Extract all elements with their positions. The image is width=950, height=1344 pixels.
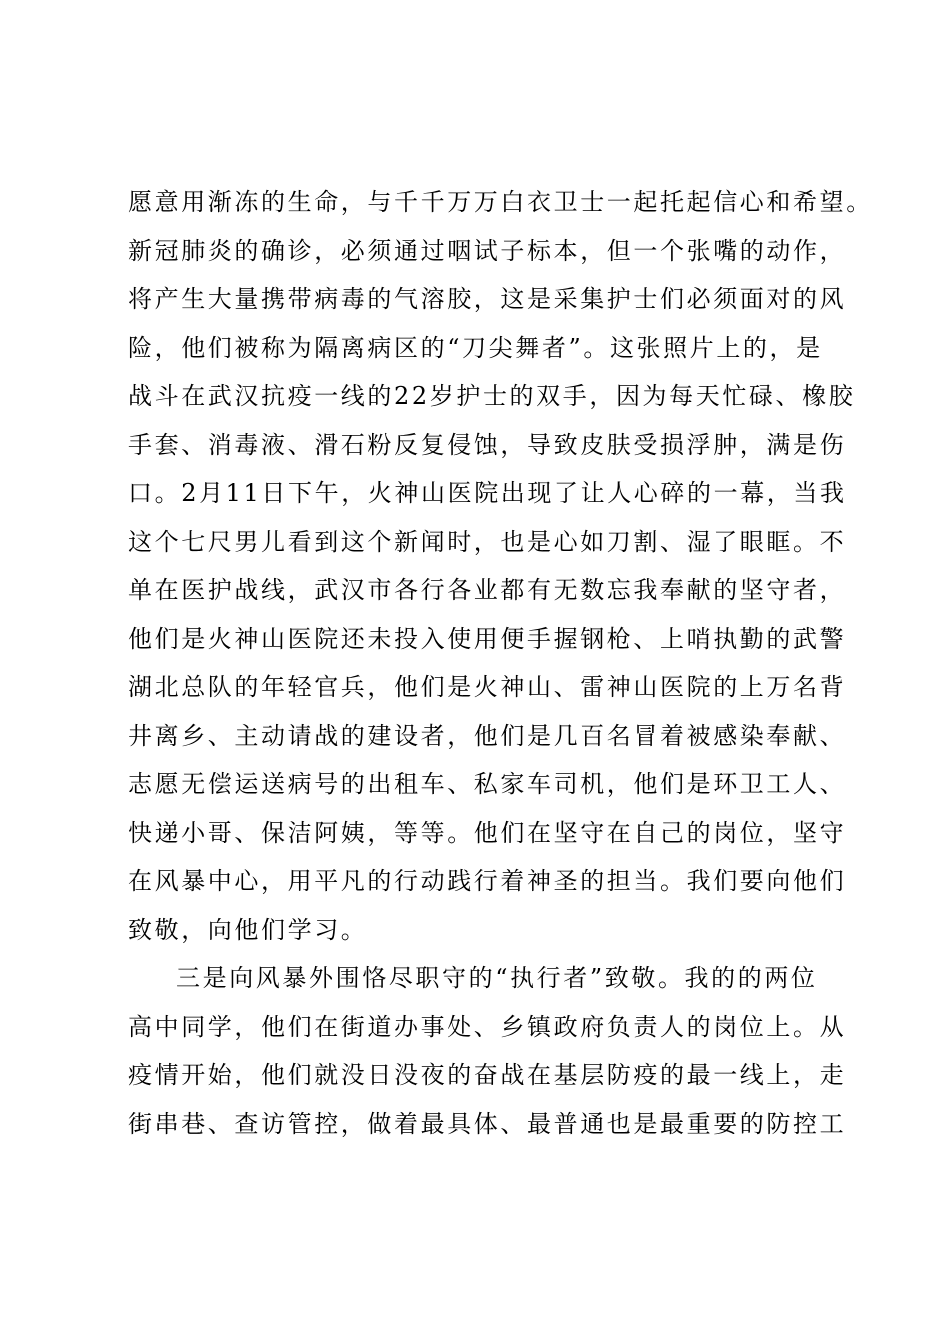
body-text	[128, 178, 873, 1148]
text-line: 快递小哥、保洁阿姨，等等。他们在坚守在自己的岗位，坚守	[128, 818, 847, 847]
text-line: 疫情开始，他们就没日没夜的奋战在基层防疫的最一线上，走	[128, 1061, 847, 1089]
text-line: 口。2月11日下午，火神山医院出现了让人心碎的一幕，当我	[128, 479, 847, 507]
text-line: 这个七尺男儿看到这个新闻时，也是心如刀割、湿了眼眶。不	[128, 527, 847, 556]
text-line: 在风暴中心，用平凡的行动践行着神圣的担当。我们要向他们	[128, 867, 847, 895]
text-line: 他们是火神山医院还未投入使用便手握钢枪、上哨执勤的武警	[128, 624, 847, 653]
text-line: 井离乡、主动请战的建设者，他们是几百名冒着被感染奉献、	[128, 721, 847, 750]
text-line: 手套、消毒液、滑石粉反复侵蚀，导致皮肤受损浮肿，满是伤	[128, 430, 847, 459]
paragraph-start-line: 三是向风暴外围恪尽职守的“执行者”致敬。我的的两位	[176, 964, 818, 992]
text-line: 战斗在武汉抗疫一线的22岁护士的双手，因为每天忙碌、橡胶	[128, 382, 856, 410]
text-line: 致敬，向他们学习。	[128, 915, 368, 944]
text-line: 湖北总队的年轻官兵，他们是火神山、雷神山医院的上万名背	[128, 673, 847, 701]
text-line: 愿意用渐冻的生命，与千千万万白衣卫士一起托起信心和希望。	[128, 188, 873, 216]
text-line: 志愿无偿运送病号的出租车、私家车司机，他们是环卫工人、	[128, 770, 847, 798]
text-line: 街串巷、查访管控，做着最具体、最普通也是最重要的防控工	[128, 1109, 847, 1138]
text-line: 险，他们被称为隔离病区的“刀尖舞者”。这张照片上的，是	[128, 333, 823, 362]
text-line: 高中同学，他们在街道办事处、乡镇政府负责人的岗位上。从	[128, 1012, 847, 1041]
text-line: 新冠肺炎的确诊，必须通过咽试子标本，但一个张嘴的动作，	[128, 236, 847, 265]
text-line: 将产生大量携带病毒的气溶胶，这是采集护士们必须面对的风	[128, 285, 847, 313]
text-line: 单在医护战线，武汉市各行各业都有无数忘我奉献的坚守者，	[128, 576, 847, 604]
